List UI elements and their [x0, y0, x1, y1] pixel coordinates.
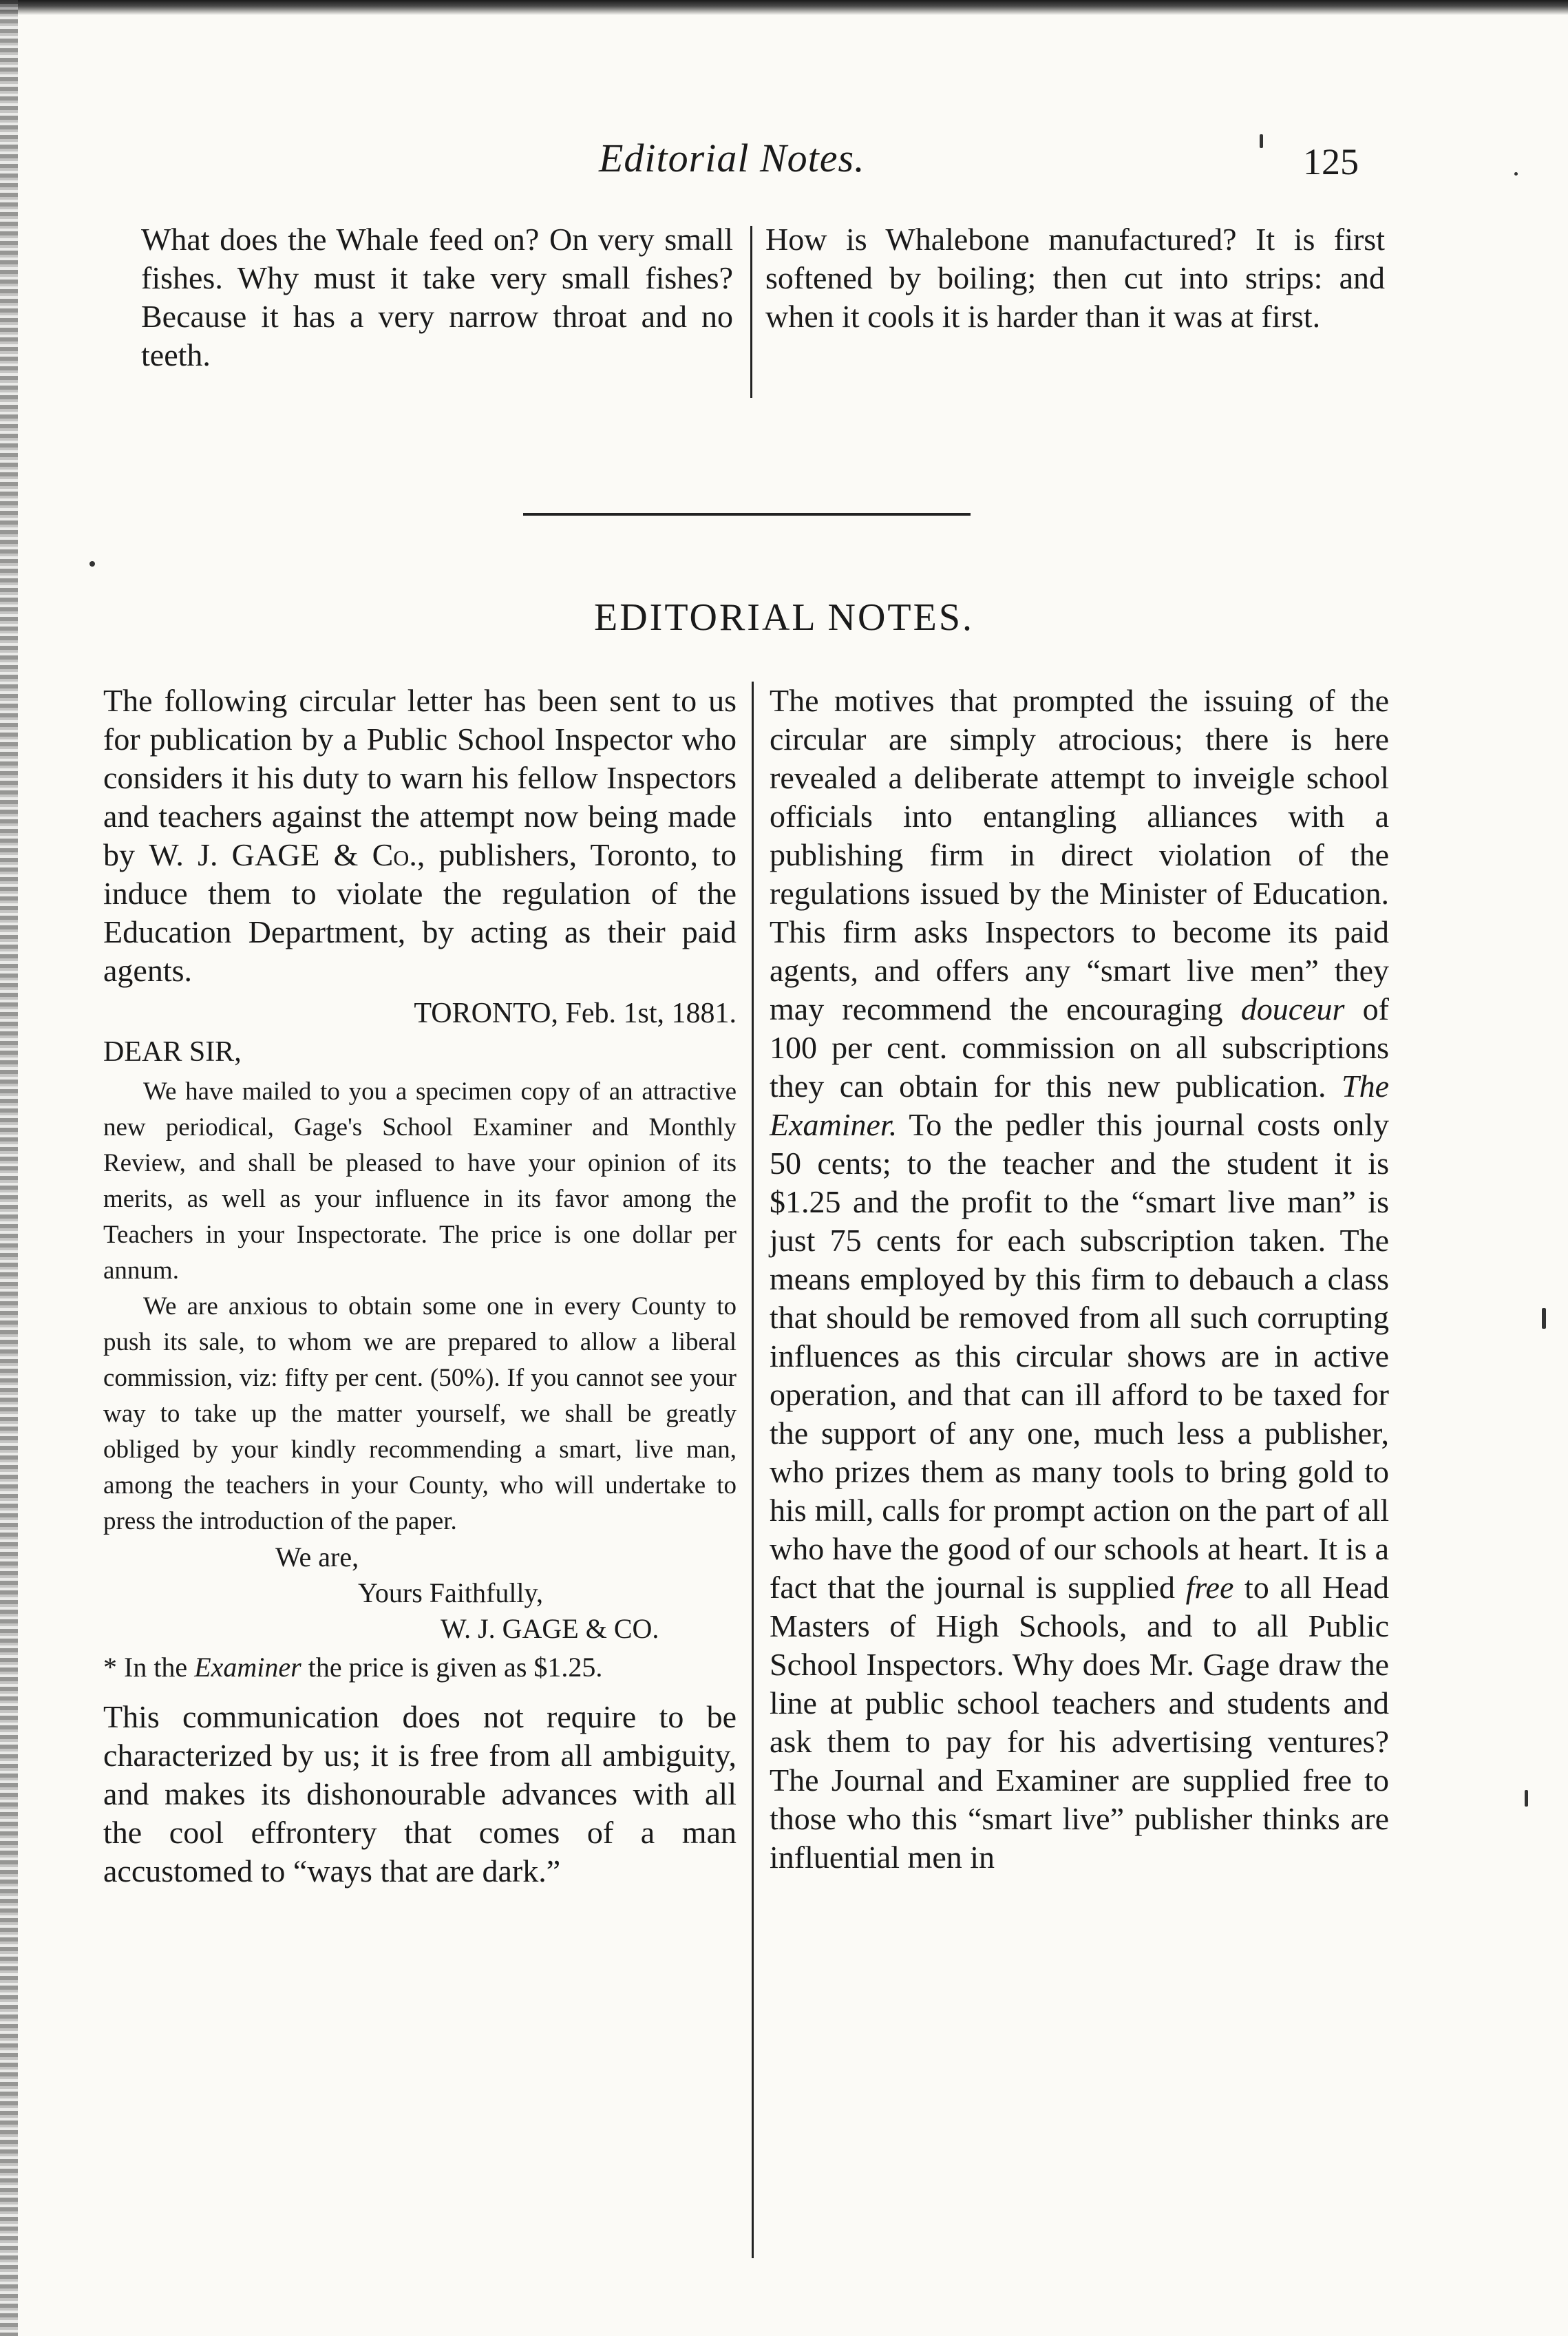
top-right-column [765, 220, 1385, 336]
publisher-name: W. J. GAGE & Co. [149, 837, 417, 872]
letter-salutation: DEAR SIR, [103, 1036, 242, 1068]
page-top-edge [0, 0, 1568, 15]
top-left-text: What does the Whale feed on? On very small fishes. Why must it take very small fishes? Because it has a very narrow throat and no teeth. [141, 222, 733, 372]
print-speck [1260, 134, 1263, 148]
print-speck [1525, 1790, 1528, 1807]
top-left-column [141, 220, 733, 375]
top-column-rule [750, 226, 752, 398]
page-left-edge [0, 0, 18, 2336]
section-divider [523, 513, 971, 516]
print-speck [1542, 1308, 1546, 1329]
letter-closing-1: We are, [275, 1541, 359, 1572]
letter-closing-2: Yours Faithfully, [358, 1577, 543, 1608]
print-speck [1514, 172, 1518, 176]
running-title: Editorial Notes. [599, 136, 865, 180]
column-rule [752, 682, 754, 2258]
right-column [770, 682, 1389, 1877]
letter-paragraph-2: We are anxious to obtain some one in every County to push its sale, to whom we are prepared to allow a liberal commission, viz: fifty per cent. (50%). If you cannot see your way to take up the matter yourself, we shall be greatly obliged by your kindly recommending a smart, live man, among the teachers in your County, who will undertake to press the introduction of the paper. [103, 1292, 737, 1535]
circular-letter [103, 1074, 737, 1539]
footnote: * In the Examiner the price is given as $1.25. [103, 1652, 603, 1683]
closing-paragraph: This communication does not require to be characterized by us; it is free from all ambiguity, and makes its dishonourable advances with all the cool effrontery that comes of a man accustomed to “ways that are dark.” [103, 1699, 737, 1888]
editorial-paragraph: The motives that prompted the issuing of the circular are simply atrocious; there is here revealed a deliberate attempt to inveigle school officials into entangling alliances with a publishing firm in direct violation of the regulations issued by the Minister of Education. This firm asks Inspectors to become its paid agents, and offers any “smart live men” they may recommend the encouraging douceur of 100 per cent. commission on all subscriptions they can obtain for this new publication. The Examiner. To the pedler this journal costs only 50 cents; to the teacher and the student it is $1.25 and the profit to the “smart live man” is just 75 cents for each subscription taken. The means employed by this firm to debauch a class that should be removed from all such corrupting influences as this circular shows are in active operation, and that can ill afford to be taxed for the support of any one, much less a publisher, who prizes them as many tools to bring gold to his mill, calls for prompt action on the part of all who have the good of our schools at heart. It is a fact that the journal is supplied free to all Head Masters of High Schools, and to all Public School Inspectors. Why does Mr. Gage draw the line at public school teachers and students and ask them to pay for his advertising ventures? The Journal and Examiner are supplied free to those who this “smart live” publisher thinks are influential men in [770, 683, 1390, 1875]
print-speck [89, 561, 95, 567]
top-right-text: How is Whalebone manufactured? It is first softened by boiling; then cut into strips: and when it cools it is harder than it was at first. [765, 222, 1385, 334]
intro-paragraph: The following circular letter has been sent to us for publication by a Public School Inspector who considers it his duty to warn his fellow Inspectors and teachers against the attempt now being made by W. J. GAGE & Co., publishers, Toronto, to induce them to violate the regulation of the Education Department, by acting as their paid agents. [103, 683, 737, 988]
running-head [0, 135, 1568, 190]
letter-dateline: TORONTO, Feb. 1st, 1881. [414, 998, 737, 1029]
left-column [103, 682, 737, 1891]
section-title: EDITORIAL NOTES. [594, 596, 974, 639]
letter-signature: W. J. GAGE & CO. [441, 1613, 659, 1644]
page-number: 125 [1303, 141, 1359, 182]
letter-paragraph-1: We have mailed to you a specimen copy of an attractive new periodical, Gage's School Examiner and Monthly Review, and shall be pleased to have your opinion of its merits, as well as your influence in its favor among the Teachers in your Inspectorate. The price is one dollar per annum. [103, 1077, 737, 1285]
